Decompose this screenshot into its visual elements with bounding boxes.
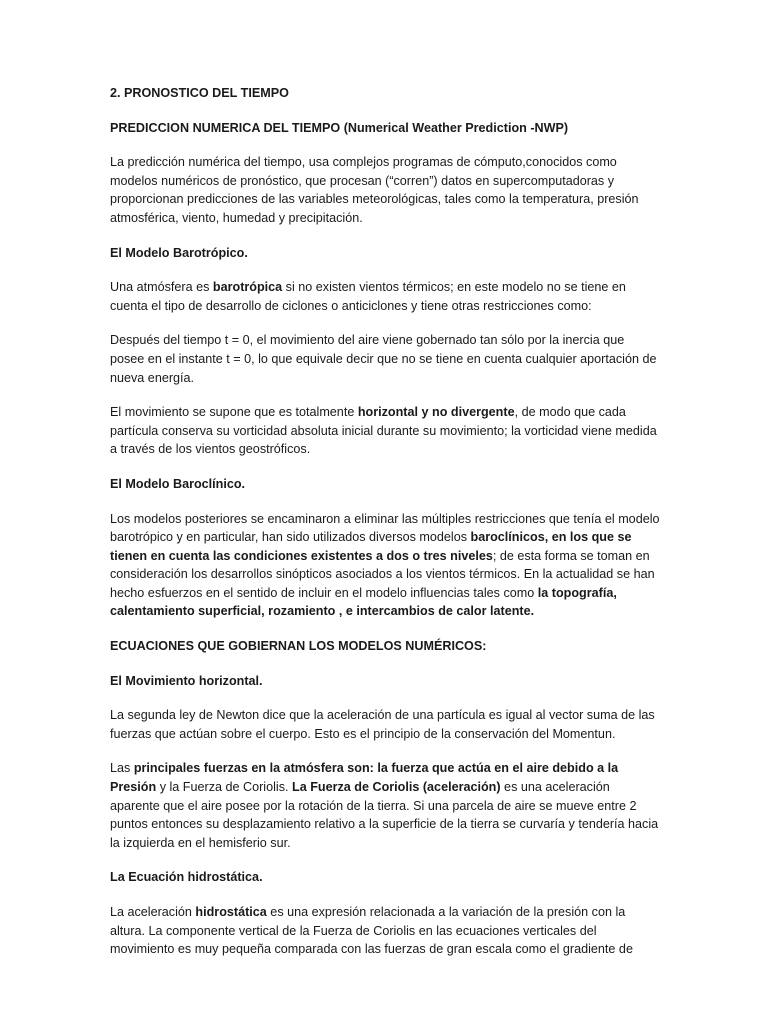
forces-text-a: Las (110, 761, 134, 776)
barotropic-p1-text-a: Una atmósfera es (110, 280, 213, 295)
forces-bold-2: La Fuerza de Coriolis (aceleración) (292, 780, 501, 795)
barotropic-heading: El Modelo Barotrópico. (110, 245, 248, 260)
horizontal-paragraph: La segunda ley de Newton dice que la aceleración de una partícula es igual al vector suma de las fuerzas que actúan sobre el cuerpo. Esto es el principio de la conservación del Momentun. (110, 708, 655, 741)
forces-text-e: es una aceleración aparente que el aire posee por la rotación de la tierra. Si una parcela de aire se mueve entre 2 puntos entonces su desplazamiento relativo a la superficie de la tierra se curvaría y tendería hacia la izquierda en el hemisferio sur. (110, 780, 659, 850)
document-page (110, 84, 660, 975)
equations-heading: ECUACIONES QUE GOBIERNAN LOS MODELOS NUMÉRICOS: (110, 639, 487, 654)
nwp-heading: PREDICCION NUMERICA DEL TIEMPO (Numerical Weather Prediction -NWP) (110, 120, 569, 135)
section-title: 2. PRONOSTICO DEL TIEMPO (110, 86, 289, 100)
hydrostatic-heading: La Ecuación hidrostática. (110, 870, 263, 885)
barotropic-paragraph-3 (110, 403, 660, 459)
hydrostatic-paragraph (110, 903, 660, 959)
hydrostatic-text-a: La aceleración (110, 905, 196, 919)
barotropic-p1-text-c: si no existen vientos térmicos; en este modelo no se tiene en cuenta el tipo de desarrollo de ciclones o anticiclones y tiene otras restricciones como: (110, 280, 626, 313)
barotropic-paragraph-2: Después del tiempo t = 0, el movimiento del aire viene gobernado tan sólo por la inercia que posee en el instante t = 0, lo que equivale decir que no se tiene en cuenta cualquier aportación de nueva energía. (110, 333, 657, 385)
forces-text-c: y la Fuerza de Coriolis. (156, 780, 292, 795)
baroclinic-bold-2: la topografía, calentamiento superficial, rozamiento , e intercambios de calor latente. (110, 585, 617, 619)
intro-text-a: La predicción numérica del tiempo, usa complejos programas de cómputo,conocidos como (110, 155, 617, 170)
barotropic-p3-bold: horizontal y no divergente (357, 405, 515, 420)
forces-paragraph (110, 759, 660, 852)
baroclinic-text-a: Los modelos posteriores se encaminaron a eliminar las múltiples restricciones que tenía el modelo barotrópico y en particular, han sido utilizados diversos modelos (110, 511, 660, 545)
baroclinic-bold-1: baroclínicos, en los que se tienen en cuenta las condiciones existentes a dos o tres niveles (110, 530, 632, 563)
hydrostatic-text-c: es una expresión relacionada a la variación de la presión con la altura. La componente vertical de la Fuerza de Coriolis en las ecuaciones verticales del movimiento es muy pequeña comparada con las fuerzas de gran escala como el gradiente de (110, 905, 633, 957)
baroclinic-heading: El Modelo Baroclínico. (110, 476, 246, 491)
baroclinic-text-c: ; de esta forma se toman en consideración los desarrollos sinópticos asociados a los vientos térmicos. En la actualidad se han hecho esfuerzos en el sentido de incluir en el modelo influencias tales como (110, 548, 655, 600)
intro-paragraph (110, 153, 660, 227)
hydrostatic-bold: hidrostática (195, 905, 267, 919)
intro-text-b: modelos numéricos de pronóstico, que procesan (“corren”) datos en supercomputadoras y proporcionan predicciones de las variables meteorológicas, tales como la temperatura, (110, 173, 615, 207)
forces-bold-1: principales fuerzas en la atmósfera son: la fuerza que actúa en el aire debido a la Presión (110, 761, 619, 795)
barotropic-p1-bold: barotrópica (212, 280, 283, 295)
barotropic-paragraph-1 (110, 278, 660, 315)
barotropic-p3-text-c: , de modo que cada partícula conserva su vorticidad absoluta inicial durante su movimiento; la vorticidad viene medida a través de los vientos geostróficos. (110, 405, 657, 457)
horizontal-heading: El Movimiento horizontal. (110, 673, 263, 688)
intro-text-c: presión atmosférica, viento, humedad y precipitación. (110, 192, 639, 225)
barotropic-p3-text-a: El movimiento se supone que es totalmente (110, 405, 358, 420)
baroclinic-paragraph (110, 510, 660, 622)
